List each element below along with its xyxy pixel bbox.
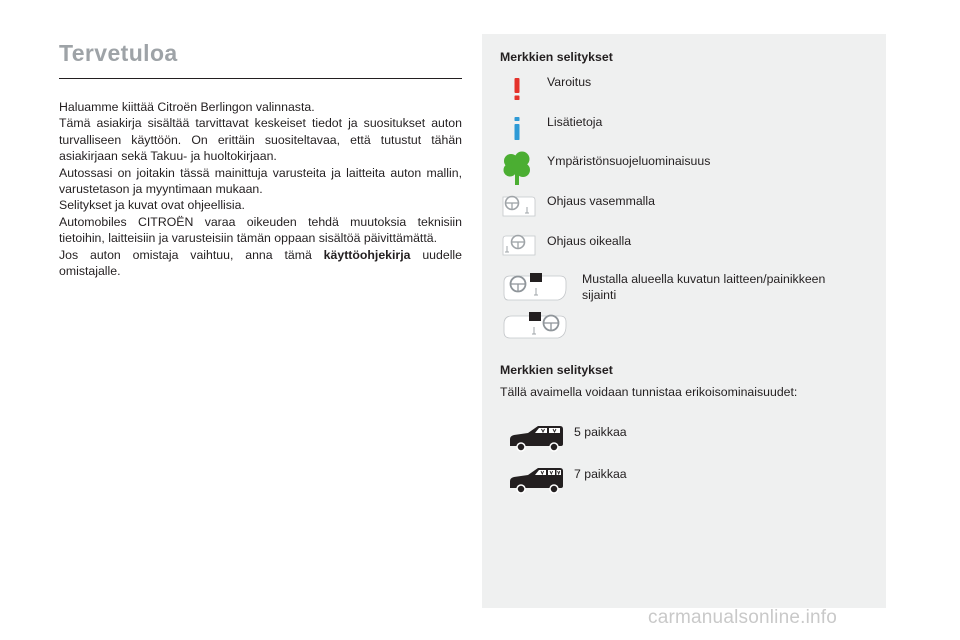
tree-icon — [502, 150, 532, 191]
intro-paragraph: Selitykset ja kuvat ovat ohjeellisia. — [59, 198, 245, 213]
legend-heading: Merkkien selitykset — [500, 50, 613, 64]
rhd-label: Ohjaus oikealla — [547, 234, 632, 248]
dashboard-location-icon — [502, 270, 568, 307]
right-hand-drive-icon — [502, 233, 536, 262]
intro-paragraph: Haluamme kiittää Citroën Berlingon valinnasta. — [59, 100, 315, 114]
dashboard-location-icon-rhd — [502, 308, 568, 345]
intro-paragraph: Tämä asiakirja sisältää tarvittavat keskeiset tiedot ja suositukset auton turvalliseen käyttöön. On erittäin suositeltavaa, että tutustut tähän asiakirjaan sekä Takuu- ja huoltokirjaan. — [59, 116, 462, 164]
welcome-section — [59, 40, 462, 279]
intro-paragraph-owner — [59, 247, 462, 280]
lhd-label: Ohjaus vasemmalla — [547, 194, 655, 208]
watermark: carmanualsonline.info — [648, 607, 838, 628]
info-label: Lisätietoja — [547, 115, 603, 129]
symbols-legend-panel — [482, 34, 886, 608]
seats7-label: 7 paikkaa — [574, 467, 627, 481]
intro-paragraph: Autossasi on joitakin tässä mainittuja varusteita ja laitteita auton mallin, varustetason ja myyntimaan mukaan. — [59, 165, 462, 197]
variants-subtext: Tällä avaimella voidaan tunnistaa erikoisominaisuudet: — [500, 385, 798, 399]
owner-text-suffix: uudelle omistajalle. — [59, 247, 462, 279]
page-title: Tervetuloa — [59, 40, 178, 66]
eco-label: Ympäristönsuojeluominaisuus — [547, 154, 711, 168]
seats5-label: 5 paikkaa — [574, 425, 627, 439]
title-divider — [59, 78, 462, 79]
location-label: Mustalla alueella kuvatun laitteen/painikkeen sijainti — [582, 272, 826, 303]
warning-label: Varoitus — [547, 75, 592, 89]
van-5-seats-icon — [508, 422, 566, 457]
intro-text — [59, 99, 462, 279]
intro-paragraph: Automobiles CITROËN varaa oikeuden tehdä muutoksia teknisiin tietoihin, laitteisiin ja varusteisiin tämän oppaan sisältöä päivittämättä. — [59, 214, 462, 246]
variants-heading: Merkkien selitykset — [500, 363, 613, 377]
van-7-seats-icon — [508, 464, 566, 499]
left-hand-drive-icon — [502, 194, 536, 223]
info-icon — [510, 116, 524, 147]
manual-name: käyttöohjekirja — [323, 247, 411, 262]
exclamation-icon — [510, 76, 524, 107]
owner-text-prefix: Jos auton omistaja vaihtuu, anna tämä — [59, 247, 324, 262]
